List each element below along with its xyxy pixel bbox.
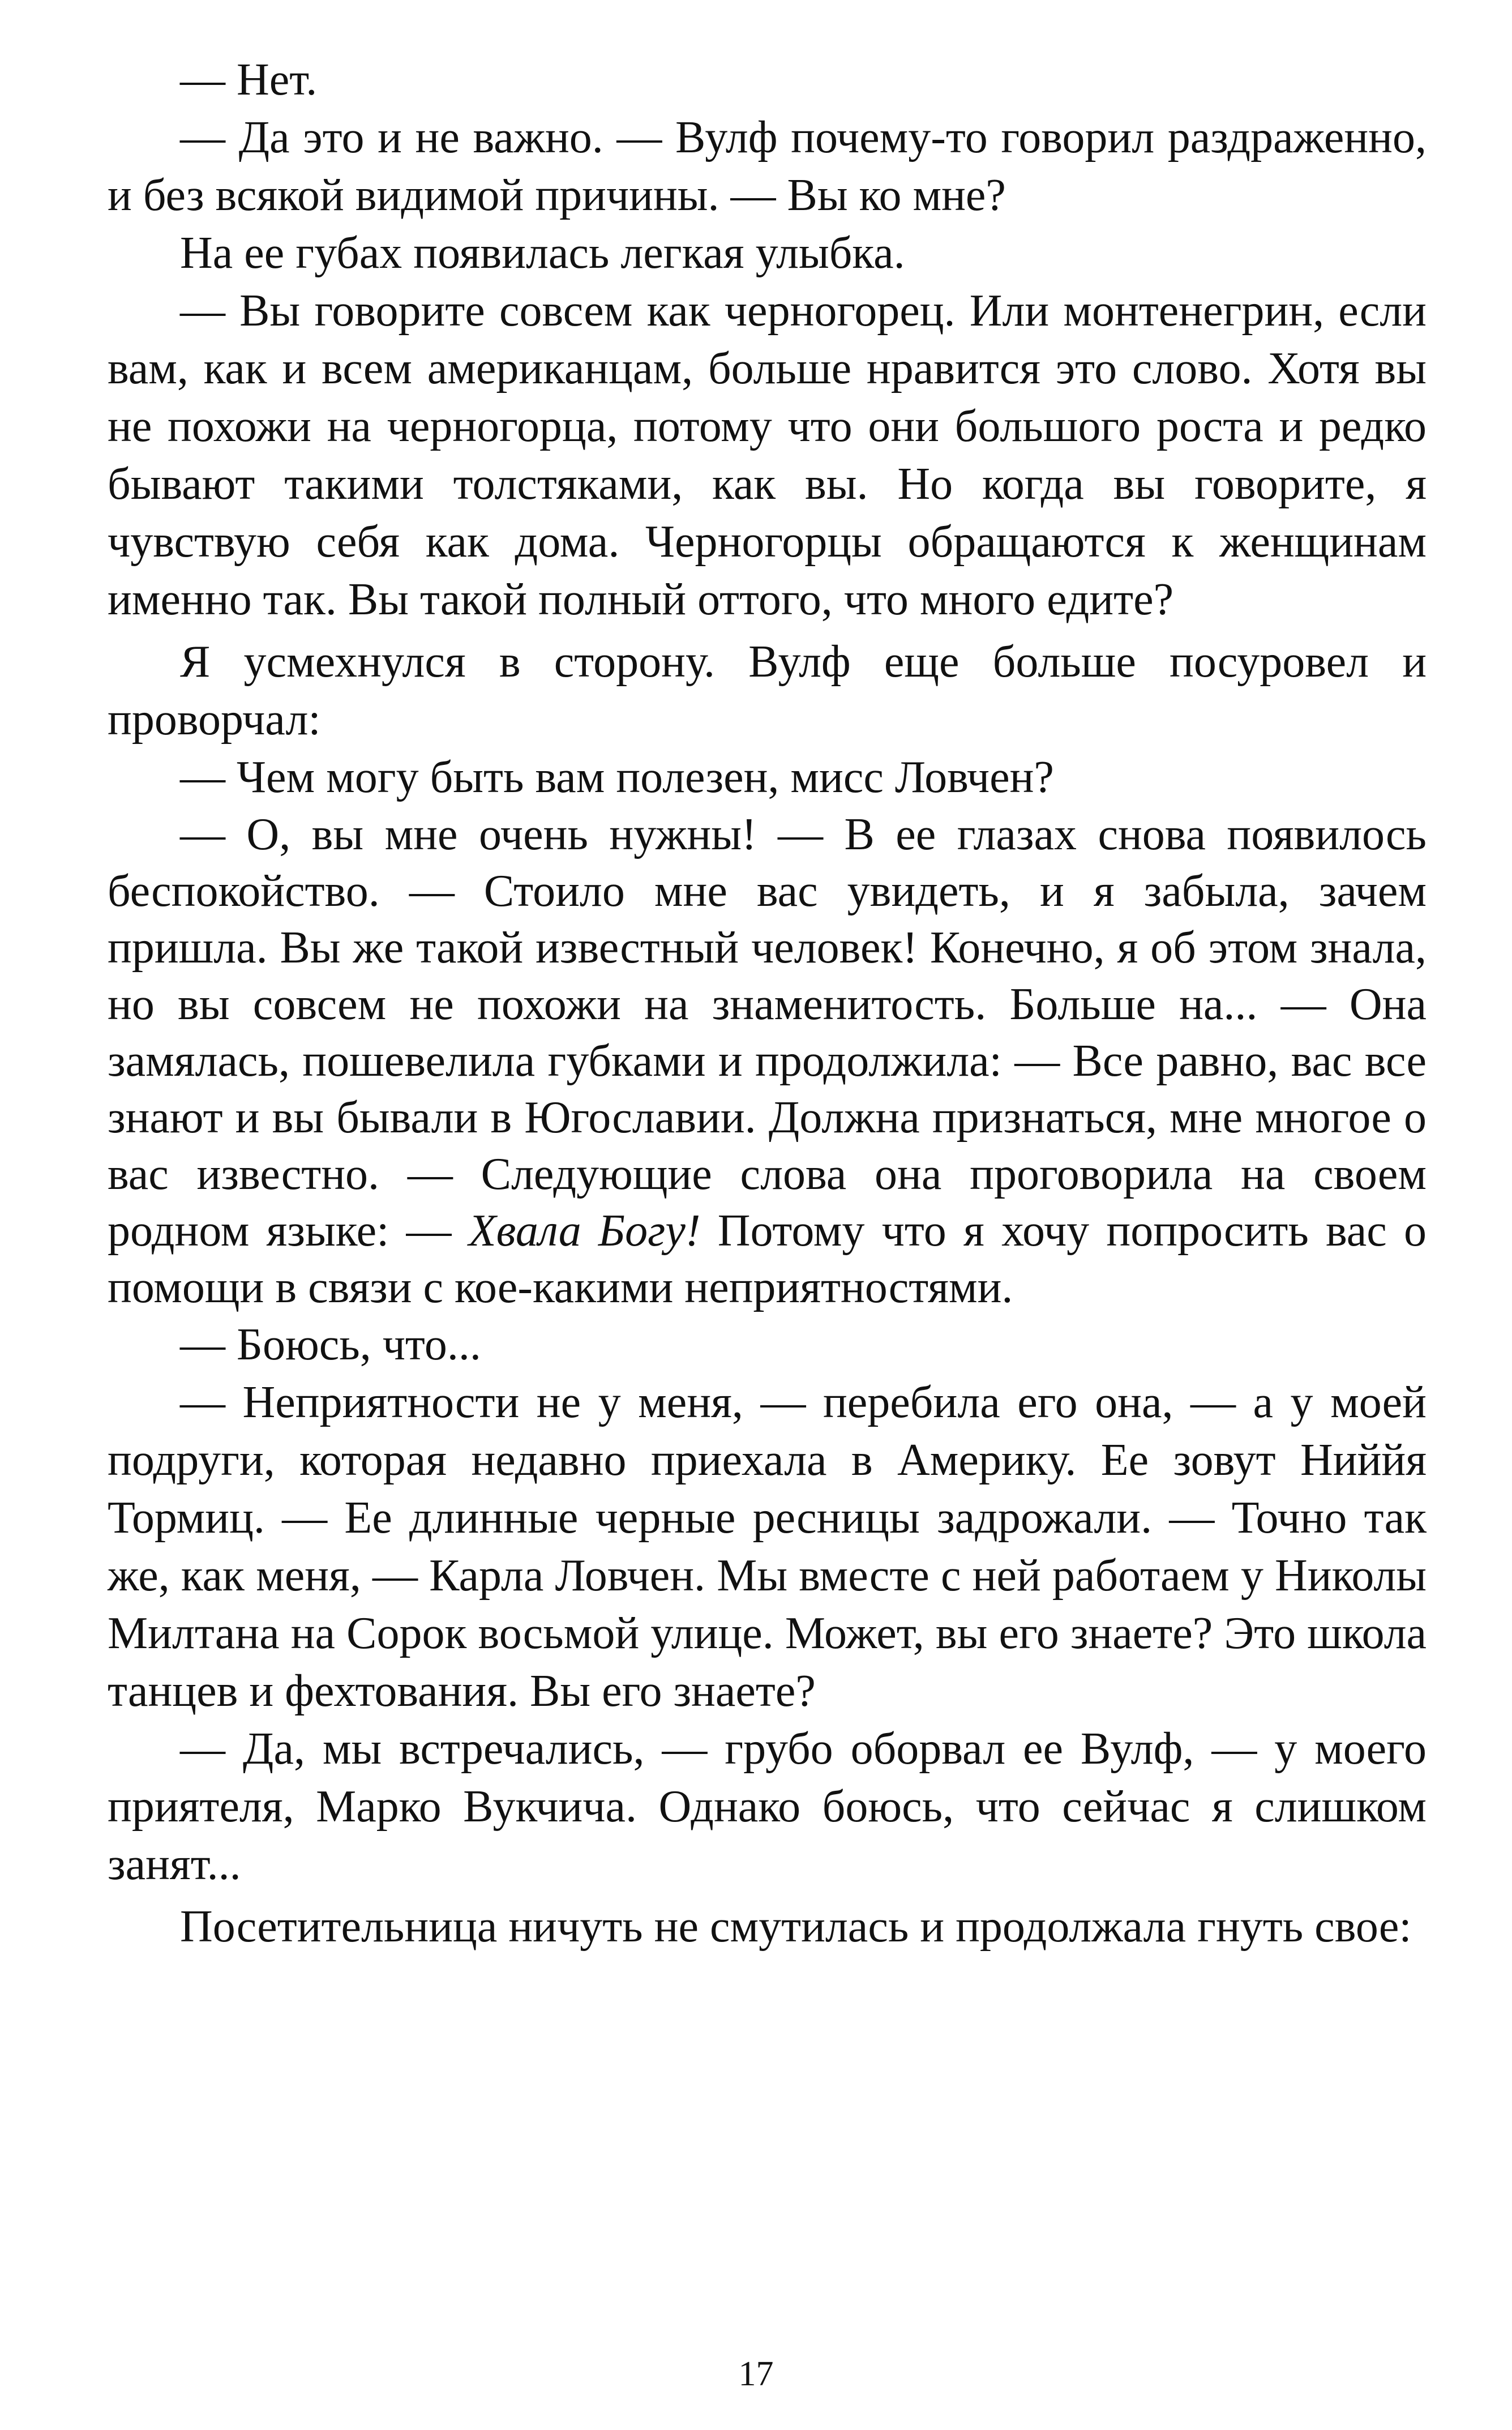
paragraph-9: — Неприятности не у меня, — перебила его она, — а у моей подруги, которая недавно приехала в Америку. Ее зовут Ниййя Тормиц. — Ее длинные черные ресницы задрожали. — Точно так же, как меня, — Карла Ловчен. Мы вместе с ней работаем у Николы Милтана на Сорок восьмой улице. Может, вы его знаете? Это школа танцев и фехтования. Вы его знаете? <box>108 1377 1427 1716</box>
page-body-text <box>108 51 1427 1956</box>
paragraph-7-text: — О, вы мне очень нужны! — В ее глазах снова появилось беспокойство. — Стоило мне вас увидеть, и я забыла, зачем пришла. Вы же такой известный человек! Конечно, я об этом знала, но вы совсем не похожи на знаменитость. Больше на... — Она замялась, пошевелила губками и продолжила: — Все равно, вас все знают и вы бывали в Югославии. Должна признаться, мне многое о вас известно. — Следующие слова она проговорила на своем родном языке: — <box>108 810 1427 1256</box>
paragraph-6: — Чем могу быть вам полезен, мисс Ловчен? <box>180 752 1054 802</box>
paragraph-7-continuation: Потому что я хочу попросить вас о помощи в связи с кое-какими неприятностями. <box>108 1206 1427 1312</box>
paragraph-1: — Нет. <box>180 55 318 105</box>
paragraph-5: Я усмехнулся в сторону. Вулф еще больше посуровел и проворчал: <box>108 637 1427 745</box>
paragraph-10: — Да, мы встречались, — грубо оборвал ее Вулф, — у моего приятеля, Марко Вукчича. Однако боюсь, что сейчас я слишком занят... <box>108 1724 1427 1889</box>
paragraph-11: Посетительница ничуть не смутилась и продолжала гнуть свое: <box>180 1902 1412 1952</box>
paragraph-2: — Да это и не важно. — Вулф почему-то говорил раздраженно, и без всякой видимой причины. — Вы ко мне? <box>108 113 1427 220</box>
paragraph-3: На ее губах появилась легкая улыбка. <box>180 228 905 278</box>
paragraph-8: — Боюсь, что... <box>180 1320 481 1370</box>
paragraph-4: — Вы говорите совсем как черногорец. Или монтенегрин, если вам, как и всем американцам, больше нравится это слово. Хотя вы не похожи на черногорца, потому что они большого роста и редко бывают такими толстяками, как вы. Но когда вы говорите, я чувствую себя как дома. Черногорцы обращаются к женщинам именно так. Вы такой полный оттого, что много едите? <box>108 286 1427 624</box>
paragraph-7-italic-phrase: Хвала Богу! <box>468 1206 701 1256</box>
paragraph-7 <box>108 806 1427 1316</box>
page-number: 17 <box>738 2355 774 2393</box>
